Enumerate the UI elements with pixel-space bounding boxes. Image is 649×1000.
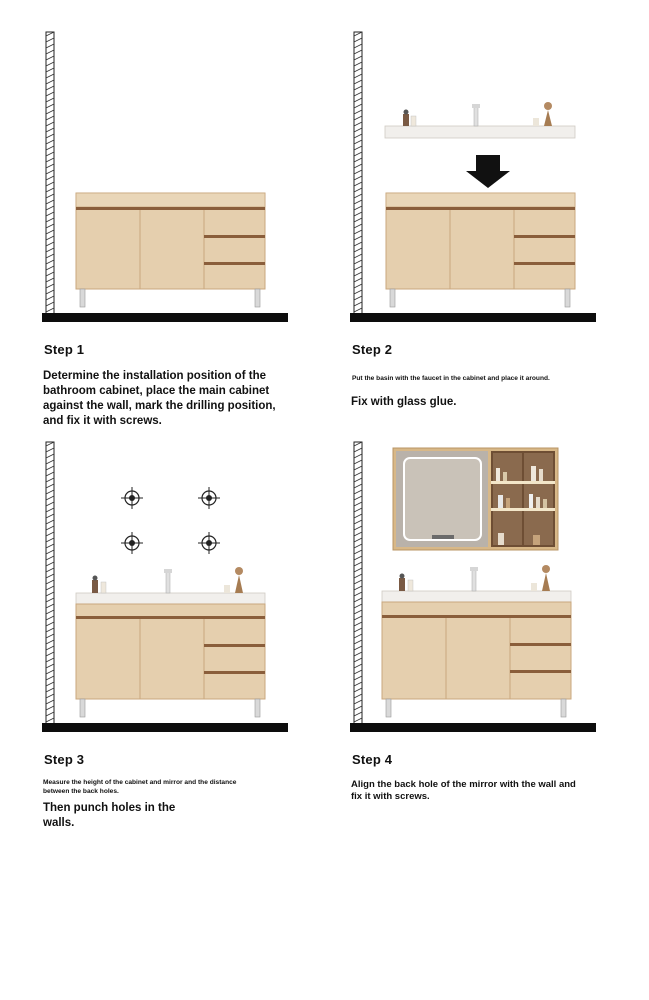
description-line: Then punch holes in the — [43, 802, 176, 814]
basin-countertop — [76, 567, 265, 604]
step-2-description: Fix with glass glue. — [351, 396, 457, 408]
description-line: Align the back hole of the mirror with the wall and — [351, 779, 576, 790]
step-2-small-text: Put the basin with the faucet in the cabinet and place it around. — [352, 375, 550, 382]
description-line: between the back holes. — [43, 788, 119, 795]
step-3-title: Step 3 — [44, 752, 85, 767]
cabinet — [386, 193, 575, 307]
description-line: bathroom cabinet, place the main cabinet — [43, 385, 270, 397]
basin-countertop — [385, 102, 575, 138]
floor — [42, 723, 288, 732]
basin-countertop — [382, 565, 571, 602]
floor — [350, 723, 596, 732]
step-3-description — [43, 801, 303, 831]
cabinet — [76, 193, 265, 307]
mirror-cabinet — [393, 448, 558, 550]
description-line: fix it with screws. — [351, 791, 430, 802]
step-2-diagram — [348, 28, 648, 328]
drill-mark-icon — [198, 487, 220, 509]
step-1-description — [43, 369, 303, 429]
step-4-title: Step 4 — [352, 752, 393, 767]
floor — [350, 313, 596, 322]
down-arrow-icon — [466, 155, 510, 188]
step-1-title: Step 1 — [44, 342, 85, 357]
drill-mark-icon — [198, 532, 220, 554]
description-line: Measure the height of the cabinet and mirror and the distance — [43, 779, 237, 786]
cabinet — [76, 604, 265, 717]
step-3-small-text — [43, 778, 303, 796]
description-line: Determine the installation position of the — [43, 370, 266, 382]
step-1-diagram — [40, 28, 340, 328]
drill-mark-icon — [121, 487, 143, 509]
floor — [42, 313, 288, 322]
description-line: against the wall, mark the drilling position, — [43, 400, 276, 412]
step-4-diagram — [348, 438, 648, 738]
step-4-description — [351, 779, 631, 803]
step-2-title: Step 2 — [352, 342, 393, 357]
drill-mark-icon — [121, 532, 143, 554]
step-3-diagram — [40, 438, 340, 738]
description-line: and fix it with screws. — [43, 415, 162, 427]
description-line: walls. — [43, 817, 75, 829]
cabinet — [382, 602, 571, 717]
